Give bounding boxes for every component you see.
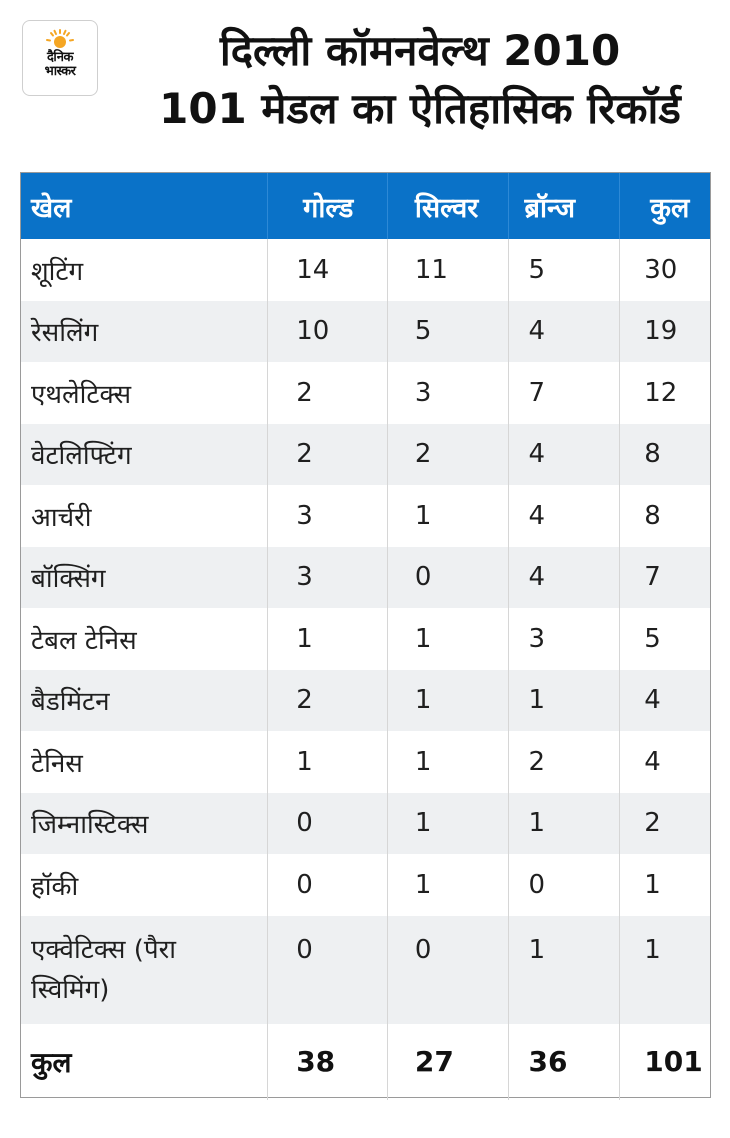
header-silver: सिल्वर [388,173,509,239]
silver-cell: 1 [388,485,509,547]
sport-cell: शूटिंग [21,239,268,301]
total-bronze: 36 [509,1024,621,1100]
table-row [21,916,710,1024]
total-cell: 4 [644,746,661,777]
total-cell: 1 [644,869,661,900]
table-row [21,670,710,732]
medal-table [20,172,711,1098]
gold-cell: 2 [268,362,388,424]
total-cell: 19 [644,316,678,347]
sport-cell: टेनिस [21,731,268,793]
sport-cell: बॉक्सिंग [21,547,268,609]
sport-cell: आर्चरी [21,485,268,547]
silver-cell: 1 [388,793,509,855]
silver-cell: 1 [388,670,509,732]
table-row [21,239,710,301]
table-header-row [21,173,710,239]
table-row [21,362,710,424]
title-line-1: दिल्ली कॉमनवेल्थ 2010 [219,26,621,75]
total-label: कुल [21,1024,268,1100]
total-cell: 4 [644,685,661,716]
sport-cell: बैडमिंटन [21,670,268,732]
bronze-cell: 4 [509,547,621,609]
header-bronze: ब्रॉन्ज [509,173,621,239]
gold-cell: 0 [268,916,388,1024]
silver-cell: 0 [388,916,509,1024]
gold-cell: 0 [268,793,388,855]
page-title [110,22,730,138]
bronze-cell: 2 [509,731,621,793]
silver-cell: 5 [388,301,509,363]
table-row [21,301,710,363]
gold-cell: 0 [268,854,388,916]
table-row [21,731,710,793]
logo-text-line2: भास्कर [44,64,76,79]
gold-cell: 2 [268,670,388,732]
table-row [21,608,710,670]
gold-cell: 14 [268,239,388,301]
bronze-cell: 4 [509,424,621,486]
total-cell: 8 [644,500,661,531]
table-row [21,547,710,609]
total-cell: 7 [644,562,661,593]
silver-cell: 11 [388,239,509,301]
gold-cell: 3 [268,547,388,609]
silver-cell: 0 [388,547,509,609]
header-gold: गोल्ड [268,173,388,239]
total-cell: 8 [644,439,661,470]
gold-cell: 1 [268,731,388,793]
table-row [21,424,710,486]
table-total-row [21,1024,710,1100]
bronze-cell: 4 [509,301,621,363]
logo-text-line1: दैनिक [47,50,73,65]
total-cell: 5 [644,623,661,654]
total-cell: 2 [644,808,661,839]
table-row [21,485,710,547]
sport-cell: रेसलिंग [21,301,268,363]
bronze-cell: 1 [509,916,621,1024]
bronze-cell: 3 [509,608,621,670]
header-sport: खेल [21,173,268,239]
total-cell: 1 [644,934,661,965]
table-row [21,793,710,855]
total-gold: 38 [268,1024,388,1100]
gold-cell: 3 [268,485,388,547]
title-line-2: 101 मेडल का ऐतिहासिक रिकॉर्ड [159,84,681,133]
sport-cell: एथलेटिक्स [21,362,268,424]
silver-cell: 1 [388,731,509,793]
bronze-cell: 4 [509,485,621,547]
total-cell: 30 [644,254,678,285]
bronze-cell: 0 [509,854,621,916]
silver-cell: 2 [388,424,509,486]
sport-cell: जिम्नास्टिक्स [21,793,268,855]
table-row [21,854,710,916]
silver-cell: 1 [388,854,509,916]
sport-cell: वेटलिफ्टिंग [21,424,268,486]
bronze-cell: 5 [509,239,621,301]
sport-cell: एक्वेटिक्स (पैरा स्विमिंग) [21,916,268,1024]
silver-cell: 3 [388,362,509,424]
gold-cell: 2 [268,424,388,486]
bronze-cell: 1 [509,793,621,855]
bronze-cell: 7 [509,362,621,424]
gold-cell: 10 [268,301,388,363]
total-silver: 27 [388,1024,509,1100]
silver-cell: 1 [388,608,509,670]
total-cell: 12 [644,377,678,408]
sport-cell: टेबल टेनिस [21,608,268,670]
sport-cell: हॉकी [21,854,268,916]
total-all: 101 [644,1045,703,1078]
gold-cell: 1 [268,608,388,670]
header-total: कुल [650,192,690,224]
dainik-bhaskar-logo [22,20,98,96]
bronze-cell: 1 [509,670,621,732]
sun-icon [45,29,75,51]
